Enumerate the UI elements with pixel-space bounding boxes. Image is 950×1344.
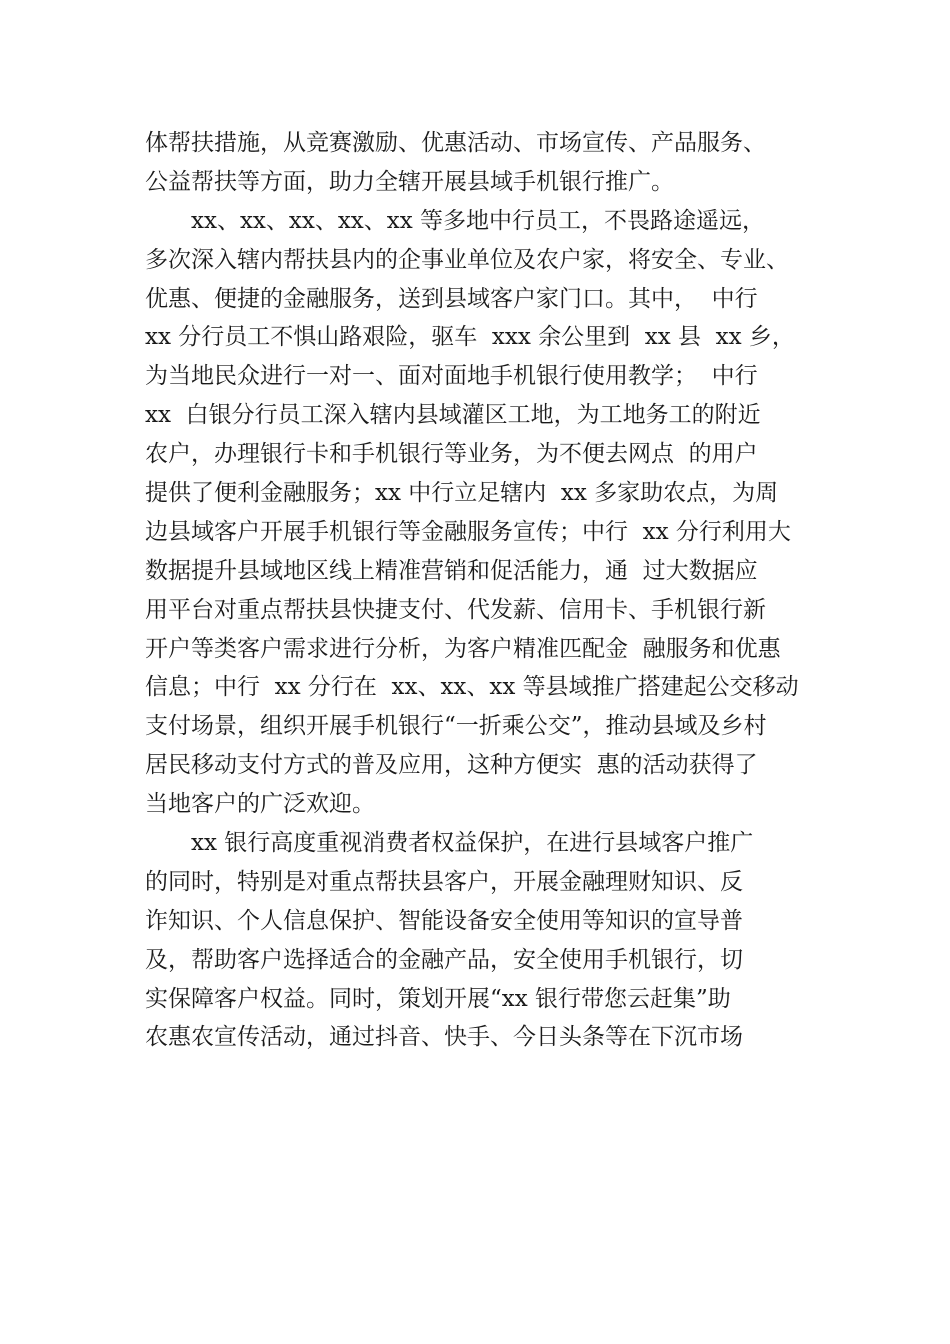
text-line: xx 银行高度重视消费者权益保护，在进行县域客户推广 [191, 830, 754, 857]
text-line: 诈知识、个人信息保护、智能设备安全使用等知识的宣导普 [145, 907, 743, 934]
body-text [145, 124, 865, 1057]
text-line: 支付场景，组织开展手机银行“一折乘公交”，推动县域及乡村 [145, 713, 767, 740]
text-line: 用平台对重点帮扶县快捷支付、代发薪、信用卡、手机银行新 [145, 596, 766, 623]
text-line: 多次深入辖内帮扶县内的企事业单位及农户家，将安全、专业、 [145, 246, 789, 273]
text-line: 数据提升县域地区线上精准营销和促活能力，通 过大数据应 [145, 557, 758, 584]
text-line: 优惠、便捷的金融服务，送到县域客户家门口。其中， 中行 [145, 285, 758, 312]
text-line: 农惠农宣传活动，通过抖音、快手、今日头条等在下沉市场 [145, 1024, 743, 1051]
text-line: xx 白银分行员工深入辖内县域灌区工地，为工地务工的附近 [145, 402, 761, 429]
text-line: 实保障客户权益。同时，策划开展“xx 银行带您云赶集”助 [145, 985, 731, 1012]
text-line: 及，帮助客户选择适合的金融产品，安全使用手机银行，切 [145, 946, 743, 973]
text-line: 公益帮扶等方面，助力全辖开展县域手机银行推广。 [145, 168, 674, 195]
text-line: 的同时，特别是对重点帮扶县客户，开展金融理财知识、反 [145, 868, 743, 895]
text-line: 农户，办理银行卡和手机银行等业务，为不便去网点 的用户 [145, 441, 758, 468]
text-line: xx、xx、xx、xx、xx 等多地中行员工，不畏路途遥远， [191, 207, 766, 234]
text-line: 提供了便利金融服务；xx 中行立足辖内 xx 多家助农点，为周 [145, 480, 779, 507]
text-line: 体帮扶措施，从竞赛激励、优惠活动、市场宣传、产品服务、 [145, 130, 766, 156]
text-line: 边县域客户开展手机银行等金融服务宣传；中行 xx 分行利用大 [145, 518, 791, 545]
text-line: 当地客户的广泛欢迎。 [145, 791, 375, 818]
text-line: 居民移动支付方式的普及应用，这种方便实 惠的活动获得了 [145, 752, 758, 779]
text-line: 开户等类客户需求进行分析，为客户精准匹配金 融服务和优惠 [145, 635, 781, 662]
text-line: xx 分行员工不惧山路艰险，驱车 xxx 余公里到 xx 县 xx 乡， [145, 324, 795, 351]
text-line: 为当地民众进行一对一、面对面地手机银行使用教学； 中行 [145, 363, 758, 390]
text-line: 信息；中行 xx 分行在 xx、xx、xx 等县域推广搭建起公交移动 [145, 674, 799, 701]
